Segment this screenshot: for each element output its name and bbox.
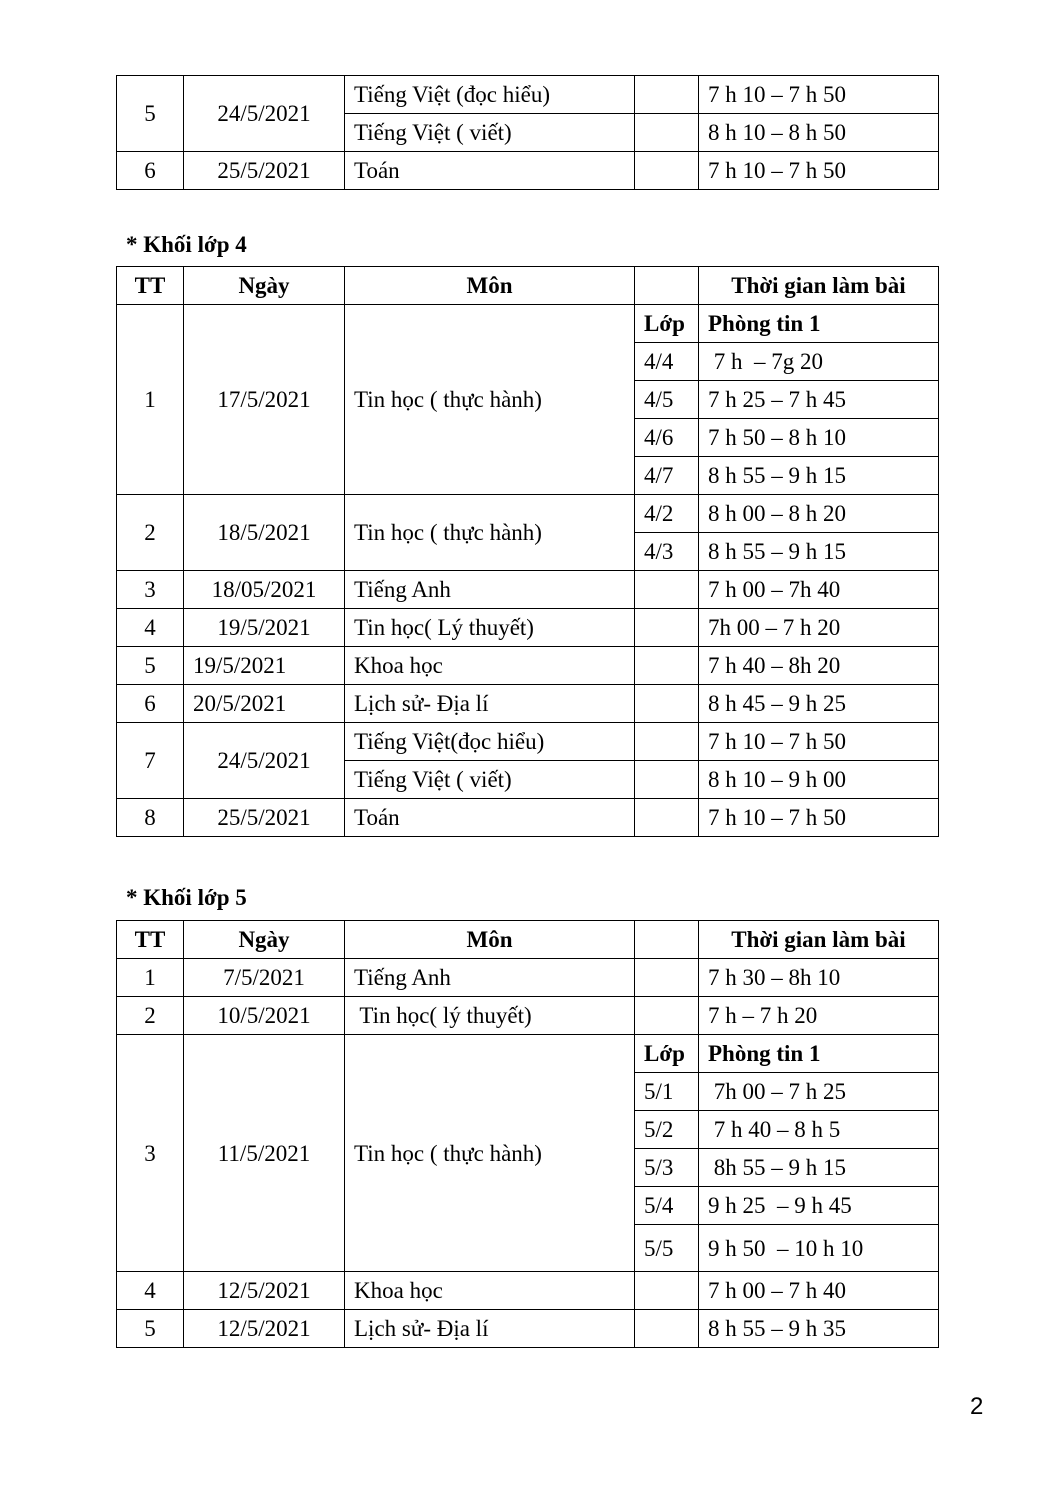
exam-date: 10/5/2021	[184, 997, 345, 1035]
exam-date: 12/5/2021	[184, 1272, 345, 1310]
exam-time: 8 h 10 – 8 h 50	[699, 114, 939, 152]
table-row	[117, 495, 939, 533]
exam-time: 8h 55 – 9 h 15	[699, 1149, 939, 1187]
exam-time: 7h 00 – 7 h 25	[699, 1073, 939, 1111]
class-cell	[635, 959, 699, 997]
exam-date: 20/5/2021	[184, 685, 345, 723]
row-number: 4	[117, 1272, 184, 1310]
class-cell	[635, 647, 699, 685]
table-row	[117, 1035, 939, 1073]
class-cell	[635, 997, 699, 1035]
row-number: 5	[117, 647, 184, 685]
header-subject: Môn	[345, 921, 635, 959]
subject: Khoa học	[345, 1272, 635, 1310]
header-empty	[635, 267, 699, 305]
exam-time: 7 h 10 – 7 h 50	[699, 152, 939, 190]
header-room: Phòng tin 1	[699, 305, 939, 343]
class-cell	[635, 685, 699, 723]
class-cell	[635, 1272, 699, 1310]
class-cell	[635, 571, 699, 609]
grade5-title: * Khối lớp 5	[126, 885, 247, 910]
header-row	[117, 267, 939, 305]
exam-time: 9 h 50 – 10 h 10	[699, 1225, 939, 1272]
subject: Toán	[345, 152, 635, 190]
row-number: 2	[117, 495, 184, 571]
class-cell: 4/4	[635, 343, 699, 381]
header-date: Ngày	[184, 921, 345, 959]
header-subject: Môn	[345, 267, 635, 305]
exam-date: 25/5/2021	[184, 799, 345, 837]
exam-date: 11/5/2021	[184, 1035, 345, 1272]
row-number: 6	[117, 685, 184, 723]
exam-time: 7 h 50 – 8 h 10	[699, 419, 939, 457]
table-row	[117, 723, 939, 761]
subject: Khoa học	[345, 647, 635, 685]
exam-date: 24/5/2021	[184, 76, 345, 152]
row-number: 1	[117, 959, 184, 997]
subject: Tin học ( thực hành)	[345, 495, 635, 571]
class-cell: 4/3	[635, 533, 699, 571]
grade4-schedule-table	[116, 266, 939, 837]
row-number: 7	[117, 723, 184, 799]
header-time: Thời gian làm bài	[699, 267, 939, 305]
row-number: 3	[117, 1035, 184, 1272]
table-row	[117, 152, 939, 190]
row-number: 2	[117, 997, 184, 1035]
exam-time: 7 h – 7 h 20	[699, 997, 939, 1035]
page-number: 2	[970, 1393, 984, 1420]
header-class: Lớp	[635, 1035, 699, 1073]
exam-time: 7h 00 – 7 h 20	[699, 609, 939, 647]
exam-time: 8 h 55 – 9 h 35	[699, 1310, 939, 1348]
row-number: 1	[117, 305, 184, 495]
header-tt: TT	[117, 921, 184, 959]
class-cell	[635, 799, 699, 837]
exam-time: 7 h 40 – 8h 20	[699, 647, 939, 685]
exam-date: 17/5/2021	[184, 305, 345, 495]
class-cell	[635, 152, 699, 190]
header-date: Ngày	[184, 267, 345, 305]
row-number: 5	[117, 1310, 184, 1348]
exam-time: 7 h 25 – 7 h 45	[699, 381, 939, 419]
subject: Tiếng Việt ( viết)	[345, 114, 635, 152]
grade5-schedule-table	[116, 920, 939, 1348]
exam-time: 8 h 45 – 9 h 25	[699, 685, 939, 723]
subject: Lịch sử- Địa lí	[345, 685, 635, 723]
subject: Tiếng Việt(đọc hiểu)	[345, 723, 635, 761]
row-number: 5	[117, 76, 184, 152]
subject: Tin học( Lý thuyết)	[345, 609, 635, 647]
exam-time: 8 h 55 – 9 h 15	[699, 457, 939, 495]
header-room: Phòng tin 1	[699, 1035, 939, 1073]
table-row	[117, 799, 939, 837]
class-cell: 5/2	[635, 1111, 699, 1149]
exam-date: 19/5/2021	[184, 609, 345, 647]
row-number: 6	[117, 152, 184, 190]
exam-time: 7 h 00 – 7 h 40	[699, 1272, 939, 1310]
exam-time: 7 h 00 – 7h 40	[699, 571, 939, 609]
class-cell: 4/2	[635, 495, 699, 533]
table-row	[117, 1272, 939, 1310]
subject: Toán	[345, 799, 635, 837]
exam-date: 24/5/2021	[184, 723, 345, 799]
table-row	[117, 76, 939, 114]
exam-time: 7 h 40 – 8 h 5	[699, 1111, 939, 1149]
table-row	[117, 685, 939, 723]
subject: Tin học ( thực hành)	[345, 1035, 635, 1272]
class-cell	[635, 114, 699, 152]
class-cell	[635, 1310, 699, 1348]
class-cell	[635, 76, 699, 114]
exam-time: 7 h 30 – 8h 10	[699, 959, 939, 997]
exam-date: 25/5/2021	[184, 152, 345, 190]
subject: Tin học ( thực hành)	[345, 305, 635, 495]
header-empty	[635, 921, 699, 959]
exam-time: 9 h 25 – 9 h 45	[699, 1187, 939, 1225]
exam-time: 8 h 55 – 9 h 15	[699, 533, 939, 571]
class-cell: 5/1	[635, 1073, 699, 1111]
subject: Tiếng Anh	[345, 571, 635, 609]
exam-date: 18/5/2021	[184, 495, 345, 571]
schedule-table-continued	[116, 75, 939, 190]
subject: Tiếng Việt (đọc hiểu)	[345, 76, 635, 114]
class-cell: 5/3	[635, 1149, 699, 1187]
header-time: Thời gian làm bài	[699, 921, 939, 959]
class-cell	[635, 761, 699, 799]
exam-time: 7 h 10 – 7 h 50	[699, 799, 939, 837]
table-row	[117, 1310, 939, 1348]
table-row	[117, 305, 939, 343]
header-row	[117, 921, 939, 959]
class-cell: 4/5	[635, 381, 699, 419]
row-number: 3	[117, 571, 184, 609]
exam-date: 12/5/2021	[184, 1310, 345, 1348]
class-cell: 5/5	[635, 1225, 699, 1272]
header-class: Lớp	[635, 305, 699, 343]
class-cell: 4/7	[635, 457, 699, 495]
exam-time: 7 h – 7g 20	[699, 343, 939, 381]
exam-time: 8 h 10 – 9 h 00	[699, 761, 939, 799]
row-number: 4	[117, 609, 184, 647]
exam-date: 19/5/2021	[184, 647, 345, 685]
class-cell: 4/6	[635, 419, 699, 457]
exam-time: 8 h 00 – 8 h 20	[699, 495, 939, 533]
exam-date: 7/5/2021	[184, 959, 345, 997]
table-row	[117, 959, 939, 997]
exam-time: 7 h 10 – 7 h 50	[699, 76, 939, 114]
exam-time: 7 h 10 – 7 h 50	[699, 723, 939, 761]
class-cell	[635, 723, 699, 761]
class-cell: 5/4	[635, 1187, 699, 1225]
class-cell	[635, 609, 699, 647]
grade4-title: * Khối lớp 4	[126, 232, 247, 257]
subject: Tin học( lý thuyết)	[345, 997, 635, 1035]
subject: Lịch sử- Địa lí	[345, 1310, 635, 1348]
row-number: 8	[117, 799, 184, 837]
table-row	[117, 997, 939, 1035]
table-row	[117, 571, 939, 609]
header-tt: TT	[117, 267, 184, 305]
table-row	[117, 647, 939, 685]
subject: Tiếng Anh	[345, 959, 635, 997]
exam-date: 18/05/2021	[184, 571, 345, 609]
subject: Tiếng Việt ( viết)	[345, 761, 635, 799]
table-row	[117, 609, 939, 647]
